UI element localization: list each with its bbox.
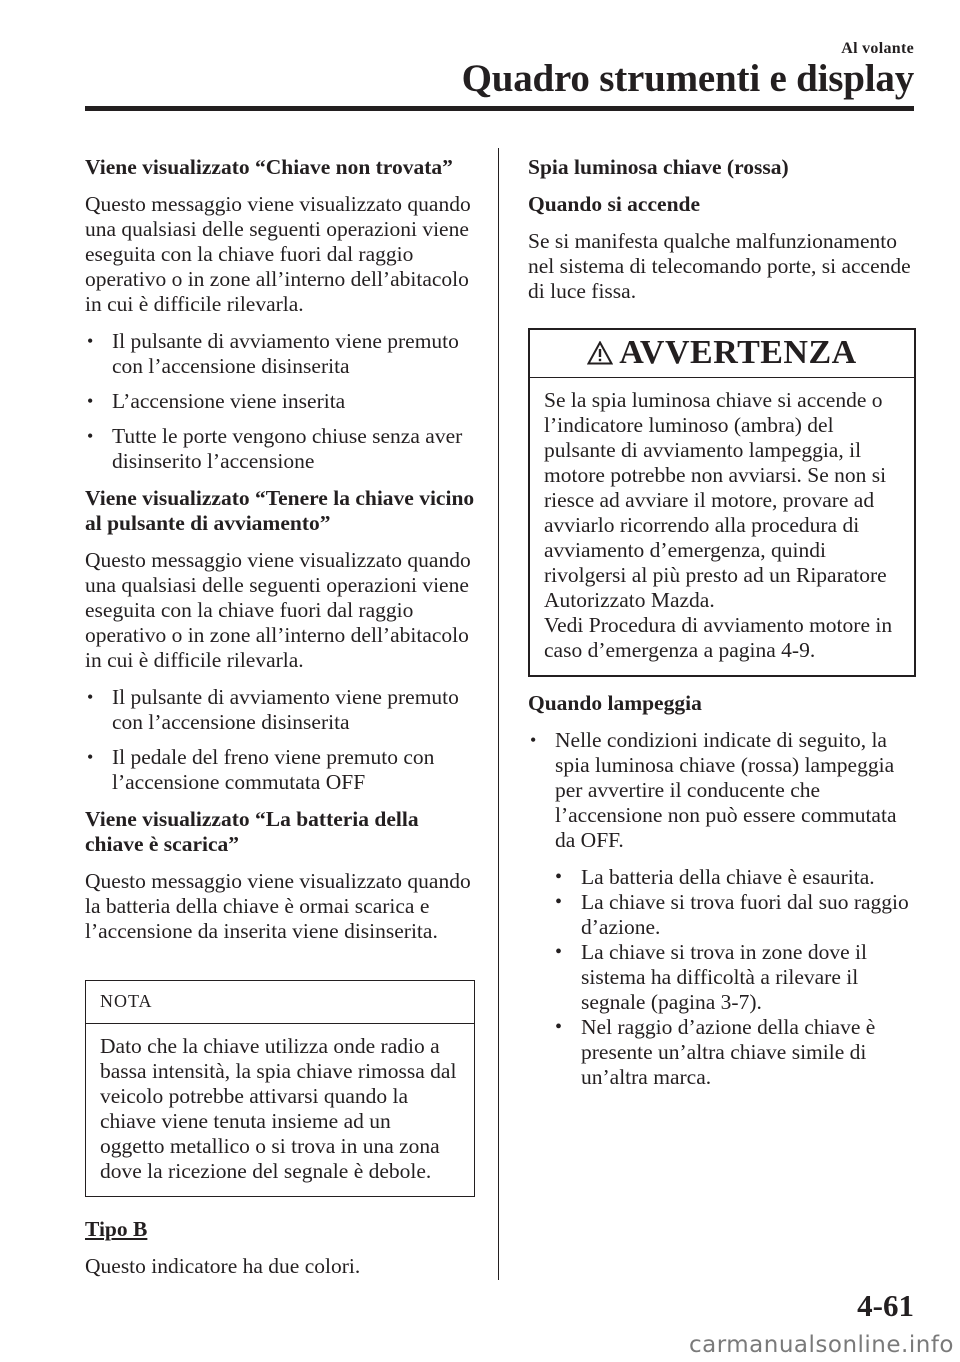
paragraph: Se si manifesta qualche malfunzionamento nel sistema di telecomando porte, si accende di luce fissa.: [528, 229, 911, 303]
section-label: Al volante: [841, 40, 914, 57]
bullet-icon: •: [530, 730, 537, 750]
column-divider: [498, 148, 499, 1280]
subheading-tipo-b: Tipo B: [85, 1217, 148, 1241]
note-title: NOTA: [86, 981, 474, 1024]
bullet-icon: •: [555, 1016, 563, 1038]
bullet-icon: •: [87, 331, 94, 351]
note-box: [85, 980, 475, 1197]
paragraph: Questo messaggio viene visualizzato quando la batteria della chiave è ormai scarica e l’accensione da inserita viene disinserita.: [85, 869, 471, 943]
bullet-icon: •: [555, 866, 563, 888]
note-body: Dato che la chiave utilizza onde radio a bassa intensità, la spia chiave rimossa dal veicolo potrebbe attivarsi quando la chiave viene tenuta insieme ad un oggetto metallico o si trova in una zona dove la ricezione del segnale è debole.: [100, 1034, 457, 1183]
header-rule: [85, 106, 914, 111]
list-item: • Il pulsante di avviamento viene premuto con l’accensione disinserita: [87, 685, 459, 734]
heading-quando-si-accende: Quando si accende: [528, 192, 701, 216]
bullet-icon: •: [555, 891, 563, 913]
sub-list-item: • Nel raggio d’azione della chiave è presente un’altra chiave simile di un’altra marca.: [555, 1015, 876, 1089]
bullet-icon: •: [87, 426, 94, 446]
heading-quando-lampeggia: Quando lampeggia: [528, 691, 702, 715]
left-column: [85, 155, 475, 1291]
right-column: [528, 155, 916, 1102]
list-item: • Tutte le porte vengono chiuse senza aver disinserito l’accensione: [87, 424, 463, 473]
sub-bullet-list: [555, 865, 916, 1090]
warning-title: AVVERTENZA: [530, 330, 914, 378]
heading-batteria-scarica: Viene visualizzato “La batteria della chiave è scarica”: [85, 807, 419, 856]
list-item: • Nelle condizioni indicate di seguito, la spia luminosa chiave (rossa) lampeggia per avvertire il conducente che l’accensione non può essere commutata da OFF. • La batteria della chiave è esaurita. • La chiave si trova fuori dal suo raggio d’azione. • La chiave si trova in zone dove il sistema ha difficoltà a rilevare il segnale (pagina 3-7). • Nel raggio d’azione della chiave è presente un’altra chiave simile di un’altra marca.: [528, 728, 916, 1090]
warning-box: [528, 328, 916, 677]
heading-tenere-chiave: Viene visualizzato “Tenere la chiave vicino al pulsante di avviamento”: [85, 486, 475, 535]
watermark: carmanualsonline.info: [688, 1332, 954, 1358]
warning-icon: [587, 341, 613, 365]
sub-list-item: • La batteria della chiave è esaurita.: [555, 865, 875, 889]
heading-chiave-non-trovata: Viene visualizzato “Chiave non trovata”: [85, 155, 453, 179]
list-item: • Il pulsante di avviamento viene premuto con l’accensione disinserita: [87, 329, 459, 378]
bullet-list: [85, 685, 475, 795]
bullet-icon: •: [87, 747, 94, 767]
sub-list-item: • La chiave si trova in zone dove il sistema ha difficoltà a rilevare il segnale (pagina 3-7).: [555, 940, 867, 1014]
paragraph: Questo indicatore ha due colori.: [85, 1254, 361, 1278]
list-item: • Il pedale del freno viene premuto con l’accensione commutata OFF: [87, 745, 435, 794]
sub-list-item: • La chiave si trova fuori dal suo raggio d’azione.: [555, 890, 909, 939]
warning-text: Se la spia luminosa chiave si accende o l’indicatore luminoso (ambra) del pulsante di avviamento lampeggia, il motore potrebbe non avviarsi. Se non si riesce ad avviare il motore, provare ad avviarlo ricorrendo alla procedura di avviamento d’emergenza, quindi rivolgersi al più presto ad un Riparatore Autorizzato Mazda.: [544, 388, 887, 612]
list-item: • L’accensione viene inserita: [87, 389, 346, 413]
heading-spia-chiave: Spia luminosa chiave (rossa): [528, 155, 789, 179]
warning-reference: Vedi Procedura di avviamento motore in caso d’emergenza a pagina 4-9.: [544, 613, 893, 662]
bullet-icon: •: [555, 941, 563, 963]
bullet-icon: •: [87, 391, 94, 411]
bullet-icon: •: [87, 687, 94, 707]
paragraph: Questo messaggio viene visualizzato quando una qualsiasi delle seguenti operazioni viene eseguita con la chiave fuori dal raggio operativo o in zone all’interno dell’abitacolo in cui è difficile rilevarla.: [85, 548, 471, 672]
paragraph: Questo messaggio viene visualizzato quando una qualsiasi delle seguenti operazioni viene eseguita con la chiave fuori dal raggio operativo o in zone all’interno dell’abitacolo in cui è difficile rilevarla.: [85, 192, 471, 316]
bullet-list: [85, 329, 475, 474]
page-number: 4-61: [857, 1288, 914, 1323]
page-title: Quadro strumenti e display: [461, 57, 914, 100]
bullet-list: [528, 728, 916, 1090]
warning-body: [530, 378, 914, 675]
